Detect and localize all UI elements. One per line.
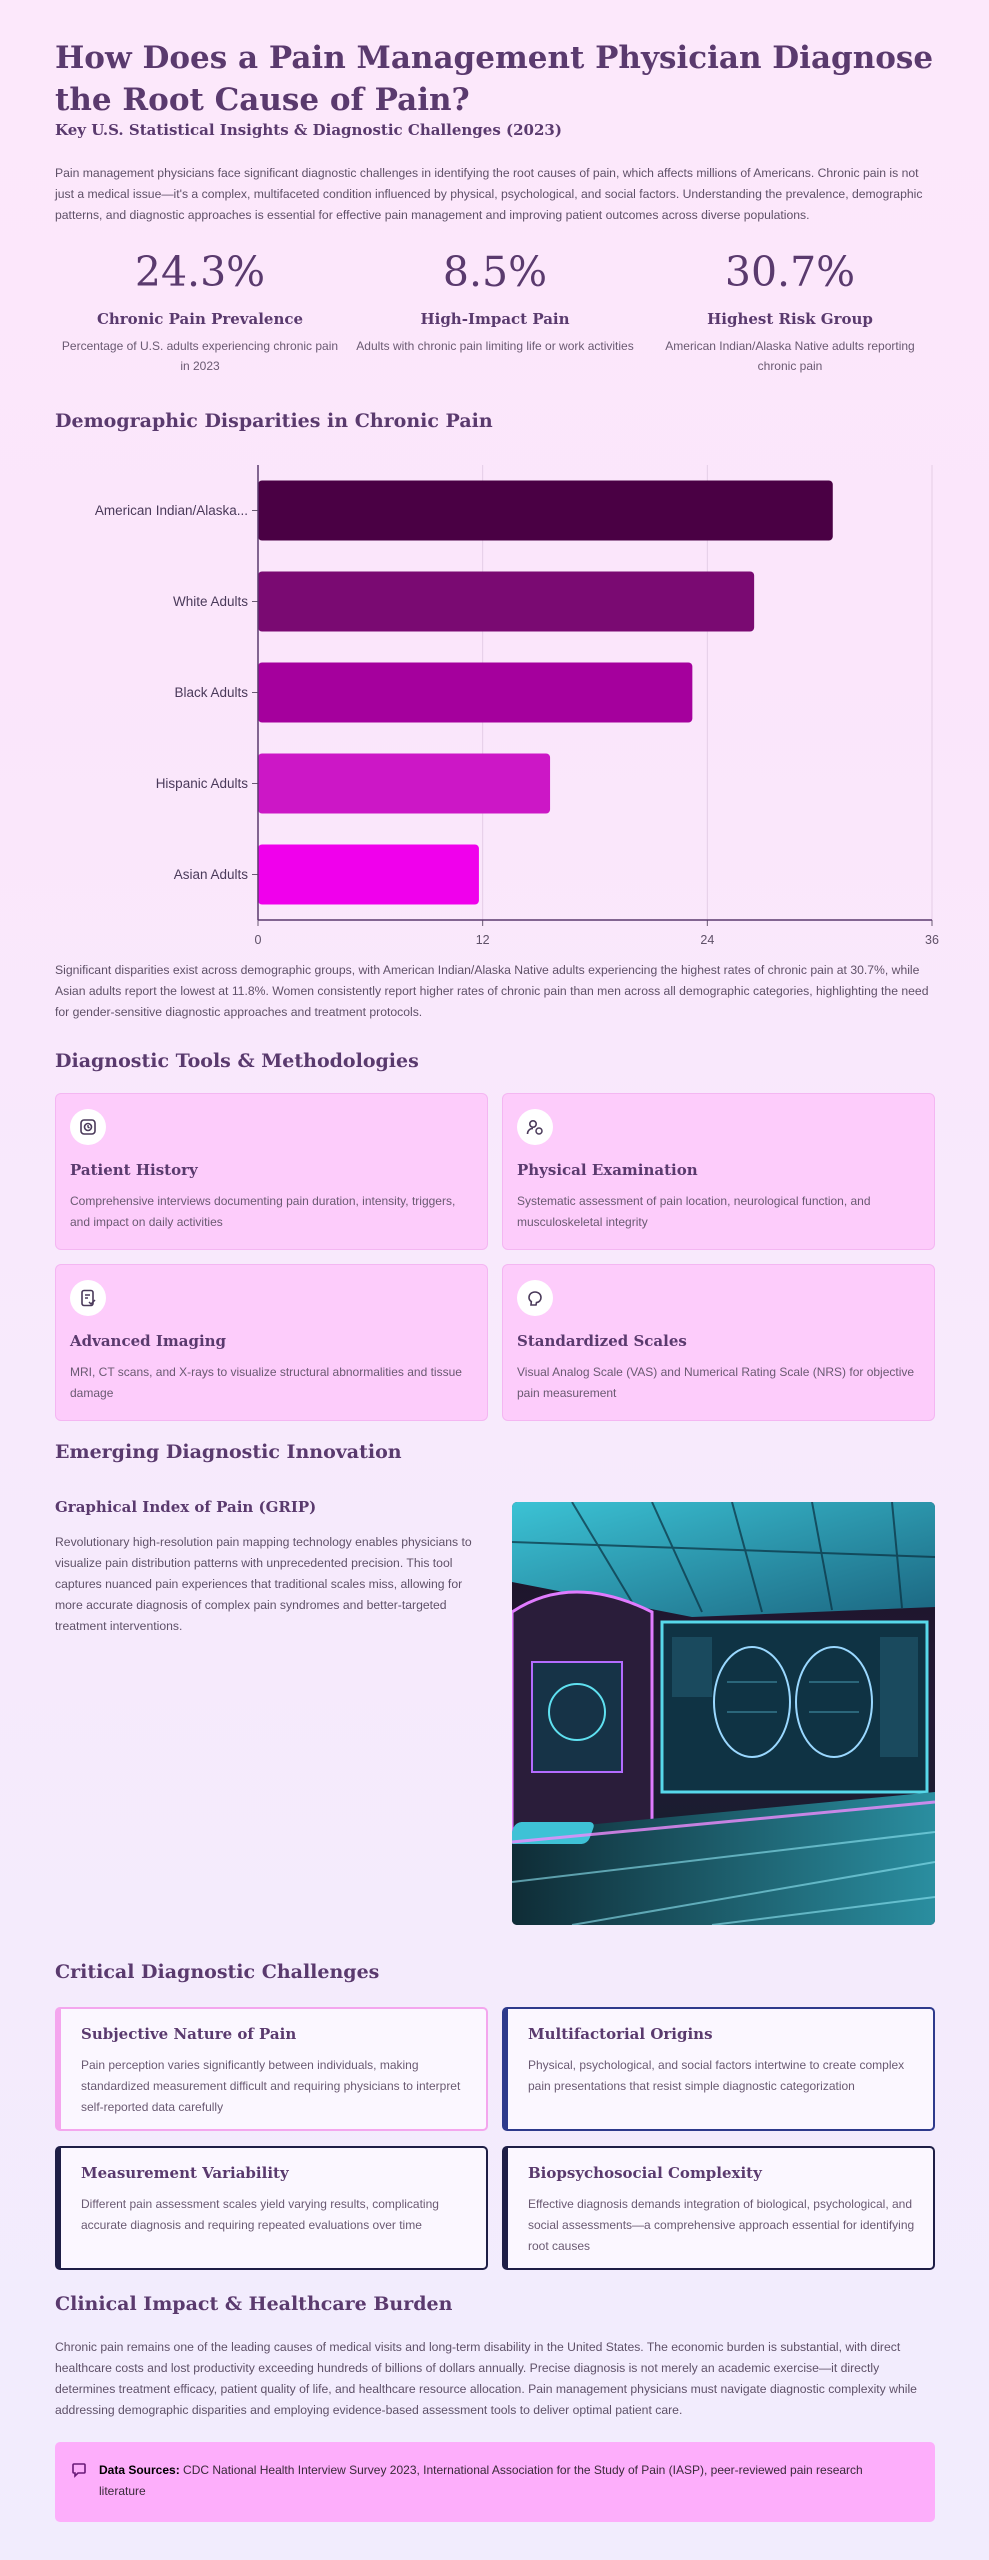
history-icon: [70, 1109, 106, 1145]
challenge-card-measurement: [55, 2146, 488, 2270]
impact-paragraph: Chronic pain remains one of the leading causes of medical visits and long-term disability in the United States. The economic burden is substantial, with direct healthcare costs and lost productivity exceeding hundreds of billions of dollars annually. Precise diagnosis is not merely an academic exercise—it directly determines treatment efficacy, patient quality of life, and healthcare resource allocation. Pain management physicians must navigate diagnostic complexity while addressing demographic disparities and employing evidence-based assessment tools to deliver optimal patient care.: [55, 2340, 917, 2417]
data-sources-box: [55, 2442, 935, 2522]
y-tick-label: Asian Adults: [173, 867, 248, 882]
brain-icon: [517, 1280, 553, 1316]
x-tick-label: 0: [254, 933, 262, 947]
bar: [258, 572, 754, 632]
stat-prevalence: [55, 246, 345, 376]
y-tick-label: American Indian/Alaska...: [94, 503, 248, 518]
challenge-description: Different pain assessment scales yield varying results, complicating accurate diagnosis and requiring repeated evaluations over time: [81, 2197, 439, 2232]
data-sources-list: CDC National Health Interview Survey 2023, International Association for the Study of Pain (IASP), peer-reviewed pain research literature: [99, 2463, 863, 2498]
tool-card-standardized-scales: [502, 1264, 935, 1421]
impact-heading: Clinical Impact & Healthcare Burden: [55, 2293, 453, 2315]
tool-description: Visual Analog Scale (VAS) and Numerical Rating Scale (NRS) for objective pain measurement: [517, 1365, 915, 1400]
challenge-description: Pain perception varies significantly between individuals, making standardized measurement difficult and requiring physicians to interpret self-reported data carefully: [81, 2058, 461, 2114]
bar: [258, 754, 550, 814]
stat-description: Adults with chronic pain limiting life or work activities: [356, 339, 634, 353]
page-title: How Does a Pain Management Physician Diagnose the Root Cause of Pain?: [55, 40, 934, 118]
x-tick-label: 24: [700, 933, 715, 947]
imaging-icon: [70, 1280, 106, 1316]
tool-title: Patient History: [70, 1161, 198, 1179]
demographics-note: Significant disparities exist across demographic groups, with American Indian/Alaska Native adults experiencing the highest rates of chronic pain at 30.7%, while Asian adults report the lowest at 11.8%. Women consistently report higher rates of chronic pain than men across all demographic categories, highlighting the need for gender-sensitive diagnostic approaches and treatment protocols.: [55, 963, 929, 1019]
stat-value: 24.3%: [134, 248, 266, 296]
tool-description: MRI, CT scans, and X-rays to visualize structural abnormalities and tissue damage: [70, 1365, 462, 1400]
challenge-title: Multifactorial Origins: [528, 2025, 713, 2043]
stat-highest-risk: [645, 246, 935, 376]
challenge-card-multifactorial: [502, 2007, 935, 2131]
tool-description: Systematic assessment of pain location, neurological function, and musculoskeletal integrity: [517, 1194, 871, 1229]
x-tick-label: 12: [475, 933, 490, 947]
challenge-card-biopsychosocial: [502, 2146, 935, 2270]
stat-label: High-Impact Pain: [420, 310, 570, 328]
bar: [258, 663, 692, 723]
page-subtitle: Key U.S. Statistical Insights & Diagnostic Challenges (2023): [55, 121, 562, 139]
innovation-heading: Emerging Diagnostic Innovation: [55, 1441, 402, 1463]
challenge-title: Biopsychosocial Complexity: [528, 2164, 762, 2182]
challenge-title: Measurement Variability: [81, 2164, 289, 2182]
bar: [258, 845, 479, 905]
tool-description: Comprehensive interviews documenting pain duration, intensity, triggers, and impact on daily activities: [70, 1194, 456, 1229]
tool-title: Physical Examination: [517, 1161, 698, 1179]
intro-paragraph: Pain management physicians face significant diagnostic challenges in identifying the root causes of pain, which affects millions of Americans. Chronic pain is not just a medical issue—it's a complex, multifaceted condition influenced by physical, psychological, and social factors. Understanding the prevalence, demographic patterns, and diagnostic approaches is essential for effective pain management and improving patient outcomes across diverse populations.: [55, 166, 923, 222]
challenge-description: Physical, psychological, and social factors intertwine to create complex pain presentations that resist simple diagnostic categorization: [528, 2058, 905, 2093]
comment-icon: [71, 2462, 87, 2478]
tool-card-advanced-imaging: [55, 1264, 488, 1421]
challenge-description: Effective diagnosis demands integration of biological, psychological, and social assessments—a comprehensive approach essential for identifying root causes: [528, 2197, 915, 2253]
stat-description: American Indian/Alaska Native adults reporting chronic pain: [665, 339, 915, 373]
stat-value: 8.5%: [442, 248, 548, 296]
data-sources-text: [99, 2460, 899, 2502]
challenges-heading: Critical Diagnostic Challenges: [55, 1961, 380, 1983]
grip-title: Graphical Index of Pain (GRIP): [55, 1498, 317, 1516]
y-tick-label: White Adults: [172, 594, 248, 609]
stat-description: Percentage of U.S. adults experiencing chronic pain in 2023: [61, 339, 339, 373]
grip-description: Revolutionary high-resolution pain mapping technology enables physicians to visualize pain distribution patterns with unprecedented precision. This tool captures nuanced pain experiences that traditional scales miss, allowing for more accurate diagnosis of complex pain syndromes and better-targeted treatment interventions.: [55, 1535, 472, 1633]
stat-value: 30.7%: [724, 248, 856, 296]
tool-card-physical-examination: [502, 1093, 935, 1250]
bar: [258, 481, 833, 541]
tool-title: Standardized Scales: [517, 1332, 687, 1350]
tools-heading: Diagnostic Tools & Methodologies: [55, 1050, 419, 1072]
demographics-heading: Demographic Disparities in Chronic Pain: [55, 410, 493, 432]
stat-high-impact: [350, 246, 640, 356]
demographics-bar-chart: [55, 455, 965, 955]
stat-label: Chronic Pain Prevalence: [96, 310, 304, 328]
challenge-card-subjective: [55, 2007, 488, 2131]
data-sources-label: Data Sources:: [99, 2463, 180, 2477]
tool-title: Advanced Imaging: [70, 1332, 227, 1350]
stat-label: Highest Risk Group: [707, 310, 873, 328]
challenge-title: Subjective Nature of Pain: [81, 2025, 297, 2043]
examination-icon: [517, 1109, 553, 1145]
y-tick-label: Black Adults: [174, 685, 248, 700]
x-tick-label: 36: [925, 933, 939, 947]
futuristic-lab-image: [512, 1502, 935, 1925]
tool-card-patient-history: [55, 1093, 488, 1250]
y-tick-label: Hispanic Adults: [155, 776, 248, 791]
